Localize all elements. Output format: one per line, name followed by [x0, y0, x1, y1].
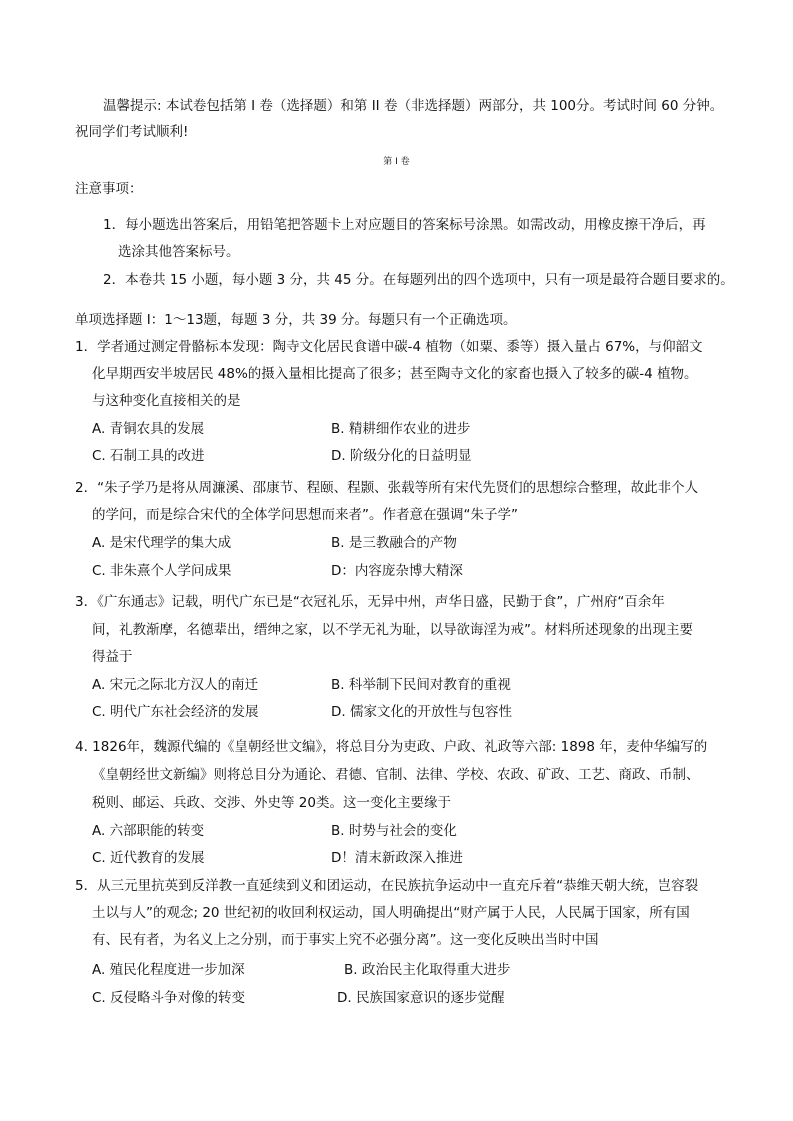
question-1-option-c[interactable]: C. 石制工具的改进 — [92, 448, 205, 464]
question-4-option-c[interactable]: C. 近代教育的发展 — [92, 850, 205, 866]
question-3-line: 得益于 — [92, 649, 133, 665]
question-3-option-d[interactable]: D. 儒家文化的开放性与包容性 — [331, 704, 512, 720]
question-2-option-b[interactable]: B. 是三教融合的产物 — [331, 535, 457, 551]
question-1-line: 1．学者通过测定骨骼标本发现：陶寺文化居民食谱中碳-4 植物（如粟、黍等）摄入量占 67%，与仰韶文 — [75, 339, 703, 355]
question-3-line: 间，礼教渐摩，名德辈出，缙绅之家，以不学无礼为耻，以导欲诲淫为戒”。材料所述现象的出现主要 — [92, 622, 693, 638]
section-intro: 单项选择题 I：1～13题，每题 3 分，共 39 分。每题只有一个正确选项。 — [75, 312, 517, 328]
volume-title: 第 I 卷 — [383, 157, 410, 167]
question-5-line: 5．从三元里抗英到反洋教一直延续到义和团运动，在民族抗争运动中一直充斥着“恭维天朝大统，岂容裂 — [75, 878, 699, 894]
question-2-option-d[interactable]: D：内容庞杂博大精深 — [331, 563, 463, 579]
question-1-line: 化早期西安半坡居民 48%的摄入量相比提高了很多；甚至陶寺文化的家畜也摄入了较多的碳-4 植物。 — [92, 366, 698, 382]
question-1-option-d[interactable]: D. 阶级分化的日益明显 — [331, 448, 472, 464]
question-4-line: 税则、邮运、兵政、交涉、外史等 20类。这一变化主要缘于 — [92, 795, 451, 811]
question-3-option-a[interactable]: A. 宋元之际北方汉人的南迁 — [92, 677, 259, 693]
question-5-option-b[interactable]: B. 政治民主化取得重大进步 — [344, 962, 511, 978]
attention-item: 选涂其他答案标号。 — [118, 244, 240, 260]
question-3-option-c[interactable]: C. 明代广东社会经济的发展 — [92, 704, 259, 720]
question-5-option-d[interactable]: D. 民族国家意识的逐步觉醒 — [337, 990, 505, 1006]
question-5-option-a[interactable]: A. 殖民化程度进一步加深 — [92, 962, 245, 978]
question-3-line: 3．《广东通志》记载，明代广东已是“衣冠礼乐，无异中州，声华日盛，民勤于食”，广州府“百余年 — [75, 594, 665, 610]
notice-line-1: 温馨提示: 本试卷包括第 I 卷（选择题）和第 II 卷（非选择题）两部分，共 100分。考试时间 60 分钟。 — [103, 98, 724, 114]
question-2-option-c[interactable]: C. 非朱熹个人学问成果 — [92, 563, 232, 579]
question-4-line: 《皇朝经世文新编》则将总目分为通论、君德、官制、法律、学校、农政、矿政、工艺、商政、币制、 — [92, 767, 700, 783]
question-4-option-b[interactable]: B. 时势与社会的变化 — [331, 823, 457, 839]
attention-item: 1．每小题选出答案后，用铅笔把答题卡上对应题目的答案标号涂黑。如需改动，用橡皮擦干净后，再 — [103, 217, 706, 233]
question-1-option-a[interactable]: A. 青铜农具的发展 — [92, 421, 205, 437]
question-2-line: 的学问，而是综合宋代的全体学问思想而来者”。作者意在强调“朱子学” — [92, 507, 518, 523]
question-4-option-a[interactable]: A. 六部职能的转变 — [92, 823, 205, 839]
question-4-option-d[interactable]: D！清末新政深入推进 — [331, 850, 463, 866]
question-4-line: 4. 1826年，魏源代编的《皇朝经世文编》，将总目分为吏政、户政、礼政等六部: 1898 年，麦仲华编写的 — [75, 739, 708, 755]
attention-title: 注意事项： — [75, 181, 143, 197]
question-2-line: 2．“朱子学乃是将从周濂溪、邵康节、程颐、程颢、张载等所有宋代先贤们的思想综合整理，故此非个人 — [75, 480, 699, 496]
question-5-option-c[interactable]: C. 反侵略斗争对像的转变 — [92, 990, 246, 1006]
question-5-line: 有、民有者，为名义上之分别，而于事实上究不必强分离”。这一变化反映出当时中国 — [92, 932, 599, 948]
question-2-option-a[interactable]: A. 是宋代理学的集大成 — [92, 535, 232, 551]
notice-line-2: 祝同学们考试顺利! — [75, 124, 189, 140]
question-1-option-b[interactable]: B. 精耕细作农业的进步 — [331, 421, 471, 437]
question-5-line: 土以与人”的观念; 20 世纪初的收回利权运动，国人明确提出“财产属于人民，人民属于国家，所有国 — [92, 905, 690, 921]
question-3-option-b[interactable]: B. 科举制下民间对教育的重视 — [331, 677, 511, 693]
question-1-line: 与这种变化直接相关的是 — [92, 393, 241, 409]
attention-item: 2．本卷共 15 小题，每小题 3 分，共 45 分。在每题列出的四个选项中，只有一项是最符合题目要求的。 — [103, 272, 734, 288]
